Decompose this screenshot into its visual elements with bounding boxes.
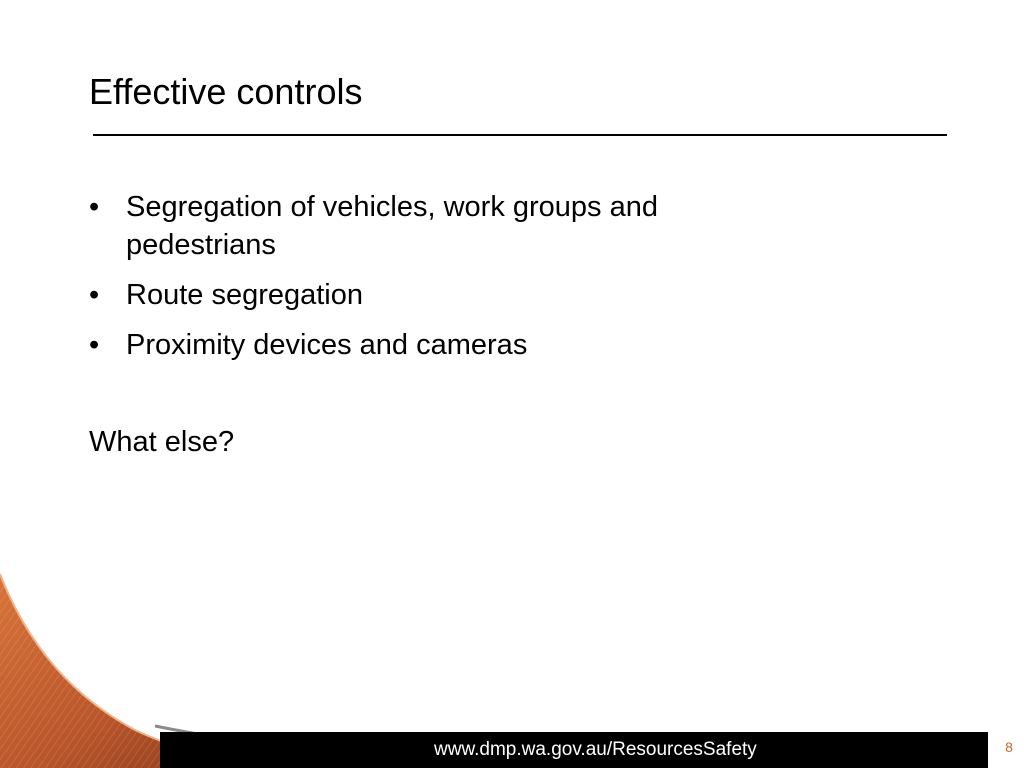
bullet-item [89, 276, 809, 314]
bullet-item [89, 188, 809, 264]
question-text: What else? [89, 426, 235, 458]
title-divider [93, 134, 947, 136]
bullet-icon: • [89, 329, 100, 361]
footer-url-link[interactable]: www.dmp.wa.gov.au/ResourcesSafety [434, 739, 757, 760]
slide-title: Effective controls [89, 71, 363, 112]
bullet-text: Route segregation [126, 279, 363, 311]
page-number: 8 [1005, 739, 1013, 755]
bullet-text: Proximity devices and cameras [126, 329, 528, 361]
bullet-list [89, 188, 809, 376]
bullet-icon: • [89, 279, 100, 311]
bullet-text: Segregation of vehicles, work groups and pedestrians [126, 191, 658, 261]
bullet-icon: • [89, 191, 100, 223]
bullet-item [89, 326, 809, 364]
